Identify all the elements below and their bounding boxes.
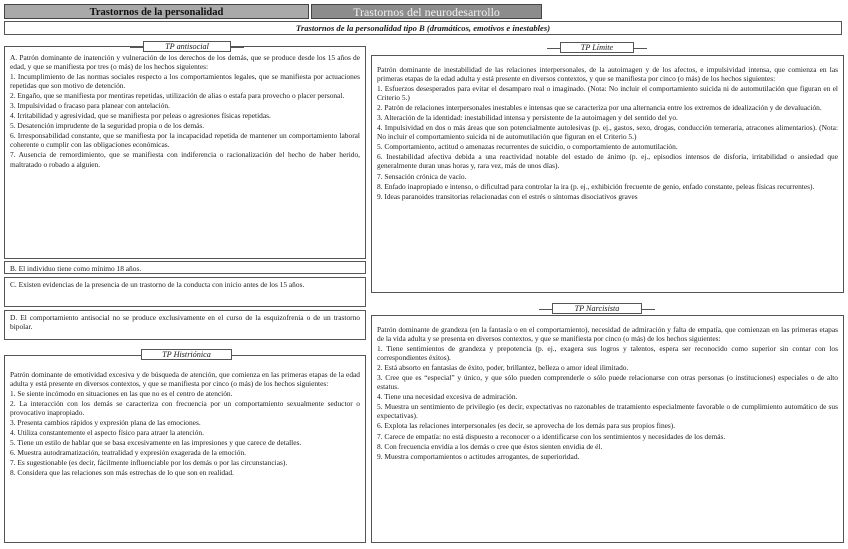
- list-item: 1. Se siente incómodo en situaciones en las que no es el centro de atención.: [10, 389, 233, 399]
- list-item: 4. Irritabilidad y agresividad, que se manifiesta por peleas o agresiones físicas repetidas.: [10, 111, 271, 121]
- list-item: 3. Presenta cambios rápidos y expresión plana de las emociones.: [10, 418, 201, 428]
- antisocial-intro: A. Patrón dominante de inatención y vulneración de los derechos de los demás, que se produce desde los 15 años de edad, y que se manifiesta por tres (o más) de los hechos siguientes:: [10, 53, 360, 72]
- list-item: 2. La interacción con los demás se caracteriza con frecuencia por un comportamiento sexualmente seductor o provocativo inapropiado.: [10, 399, 360, 418]
- list-item: 6. Inestabilidad afectiva debida a una reactividad notable del estado de ánimo (p. ej., episodios intensos de disforia, irritabilidad o ansiedad que generalmente duran unas horas y, rara vez, más de unos días).: [377, 152, 838, 171]
- list-item: 6. Explota las relaciones interpersonales (es decir, se aprovecha de los demás para sus propios fines).: [377, 421, 676, 431]
- list-item: 1. Esfuerzos desesperados para evitar el desamparo real o imaginado. (Nota: No incluir el comportamiento suicida ni de automutilación que figuran en el Criterio 5.): [377, 84, 838, 103]
- list-item: 1. Tiene sentimientos de grandeza y prepotencia (p. ej., exagera sus logros y talentos, espera ser reconocido como superior sin contar con los correspondientes éxitos).: [377, 344, 838, 363]
- list-item: 8. Enfado inapropiado e intenso, o dificultad para controlar la ira (p. ej., exhibición frecuente de genio, enfado constante, peleas físicas recurrentes).: [377, 181, 815, 191]
- narcisista-list: [377, 344, 838, 461]
- section-narcisista: [371, 315, 844, 543]
- list-item: 9. Muestra comportamientos o actitudes arrogantes, de superioridad.: [377, 451, 580, 461]
- label-antisocial: TP antisocial: [143, 41, 231, 52]
- list-item: 3. Cree que es “especial” y único, y que sólo pueden comprenderle o sólo puede relacionarse con otras personas (o instituciones) especiales o de alto estatus.: [377, 373, 838, 392]
- list-item: 2. Está absorto en fantasías de éxito, poder, brillantez, belleza o amor ideal ilimitado.: [377, 363, 629, 373]
- list-item: 8. Con frecuencia envidia a los demás o cree que éstos sienten envidia de él.: [377, 441, 603, 451]
- tab-trastornos-neurodesarrollo[interactable]: Trastornos del neurodesarrollo: [311, 4, 542, 19]
- antisocial-criterion-d: D. El comportamiento antisocial no se produce exclusivamente en el curso de la esquizofrenia o de un trastorno bipolar.: [4, 310, 366, 340]
- limite-list: [377, 84, 838, 201]
- list-item: 9. Ideas paranoides transitorias relacionadas con el estrés o síntomas disociativos graves: [377, 191, 638, 201]
- page-subtitle: Trastornos de la personalidad tipo B (dramáticos, emotivos e inestables): [4, 21, 842, 35]
- list-item: 3. Impulsividad o fracaso para planear con antelación.: [10, 101, 170, 111]
- antisocial-criterion-b: B. El individuo tiene como mínimo 18 años.: [4, 261, 366, 274]
- list-item: 4. Tiene una necesidad excesiva de admiración.: [377, 392, 518, 402]
- histrionica-intro: Patrón dominante de emotividad excesiva y de búsqueda de atención, que comienza en las primeras etapas de la edad adulta y está presente en diversos contextos, y que se manifiesta por cinco (o más) de los hechos siguientes:: [10, 370, 360, 389]
- histrionica-list: [10, 389, 360, 477]
- antisocial-criterion-c: C. Existen evidencias de la presencia de un trastorno de la conducta con inicio antes de los 15 años.: [4, 277, 366, 307]
- list-item: 3. Alteración de la identidad: inestabilidad intensa y persistente de la autoimagen y del sentido del yo.: [377, 113, 678, 123]
- label-histrionica: TP Histriónica: [141, 349, 232, 360]
- list-item: 7. Es sugestionable (es decir, fácilmente influenciable por los demás o por las circunstancias).: [10, 458, 288, 468]
- list-item: 2. Patrón de relaciones interpersonales inestables e intensas que se caracteriza por una alternancia entre los extremos de idealización y de devaluación.: [377, 103, 822, 113]
- list-item: 6. Muestra autodramatización, teatralidad y expresión exagerada de la emoción.: [10, 448, 246, 458]
- list-item: 8. Considera que las relaciones son más estrechas de lo que son en realidad.: [10, 468, 234, 478]
- list-item: 7. Sensación crónica de vacío.: [377, 171, 467, 181]
- list-item: 5. Muestra un sentimiento de privilegio (es decir, expectativas no razonables de tratamiento especialmente favorable o de cumplimiento automático de sus expectativas).: [377, 402, 838, 421]
- list-item: 4. Impulsividad en dos o más áreas que son potencialmente autolesivas (p. ej., gastos, sexo, drogas, conducción temeraria, atracones alimentarios). (Nota: No incluir el comportamiento suicida ni de automutilación que figuran en el Criterio 5.): [377, 123, 838, 142]
- narcisista-intro: Patrón dominante de grandeza (en la fantasía o en el comportamiento), necesidad de admiración y falta de empatía, que comienzan en las primeras etapas de la vida adulta y se presenta en diversos contextos, y que se manifiesta por cinco (o más) de los hechos siguientes:: [377, 325, 838, 344]
- label-narcisista: TP Narcisista: [552, 303, 642, 314]
- section-histrionica: [4, 355, 366, 543]
- limite-intro: Patrón dominante de inestabilidad de las relaciones interpersonales, de la autoimagen y de los afectos, e impulsividad intensa, que comienza en las primeras etapas de la edad adulta y está presente en diversos contextos, y que se manifiesta por cinco (o más) de los hechos siguientes:: [377, 65, 838, 84]
- list-item: 6. Irresponsabilidad constante, que se manifiesta por la incapacidad repetida de mantener un comportamiento laboral coherente o cumplir con las obligaciones económicas.: [10, 131, 360, 150]
- list-item: 5. Desatención imprudente de la seguridad propia o de los demás.: [10, 121, 205, 131]
- list-item: 1. Incumplimiento de las normas sociales respecto a los comportamientos legales, que se manifiesta por actuaciones repetidas que son motivo de detención.: [10, 72, 360, 91]
- list-item: 5. Comportamiento, actitud o amenazas recurrentes de suicidio, o comportamiento de automutilación.: [377, 142, 678, 152]
- section-antisocial: [4, 46, 366, 259]
- list-item: 2. Engaño, que se manifiesta por mentiras repetidas, utilización de alias o estafa para provecho o placer personal.: [10, 91, 345, 101]
- tab-trastornos-personalidad[interactable]: Trastornos de la personalidad: [4, 4, 309, 19]
- section-limite: [371, 55, 844, 293]
- list-item: 4. Utiliza constantemente el aspecto físico para atraer la atención.: [10, 428, 204, 438]
- list-item: 7. Ausencia de remordimiento, que se manifiesta con indiferencia o racionalización del hecho de haber herido, maltratado o robado a alguien.: [10, 150, 360, 169]
- antisocial-list: [10, 72, 360, 168]
- label-limite: TP Límite: [560, 42, 634, 53]
- list-item: 5. Tiene un estilo de hablar que se basa excesivamente en las impresiones y que carece de detalles.: [10, 438, 302, 448]
- list-item: 7. Carece de empatía: no está dispuesto a reconocer o a identificarse con los sentimientos y necesidades de los demás.: [377, 431, 726, 441]
